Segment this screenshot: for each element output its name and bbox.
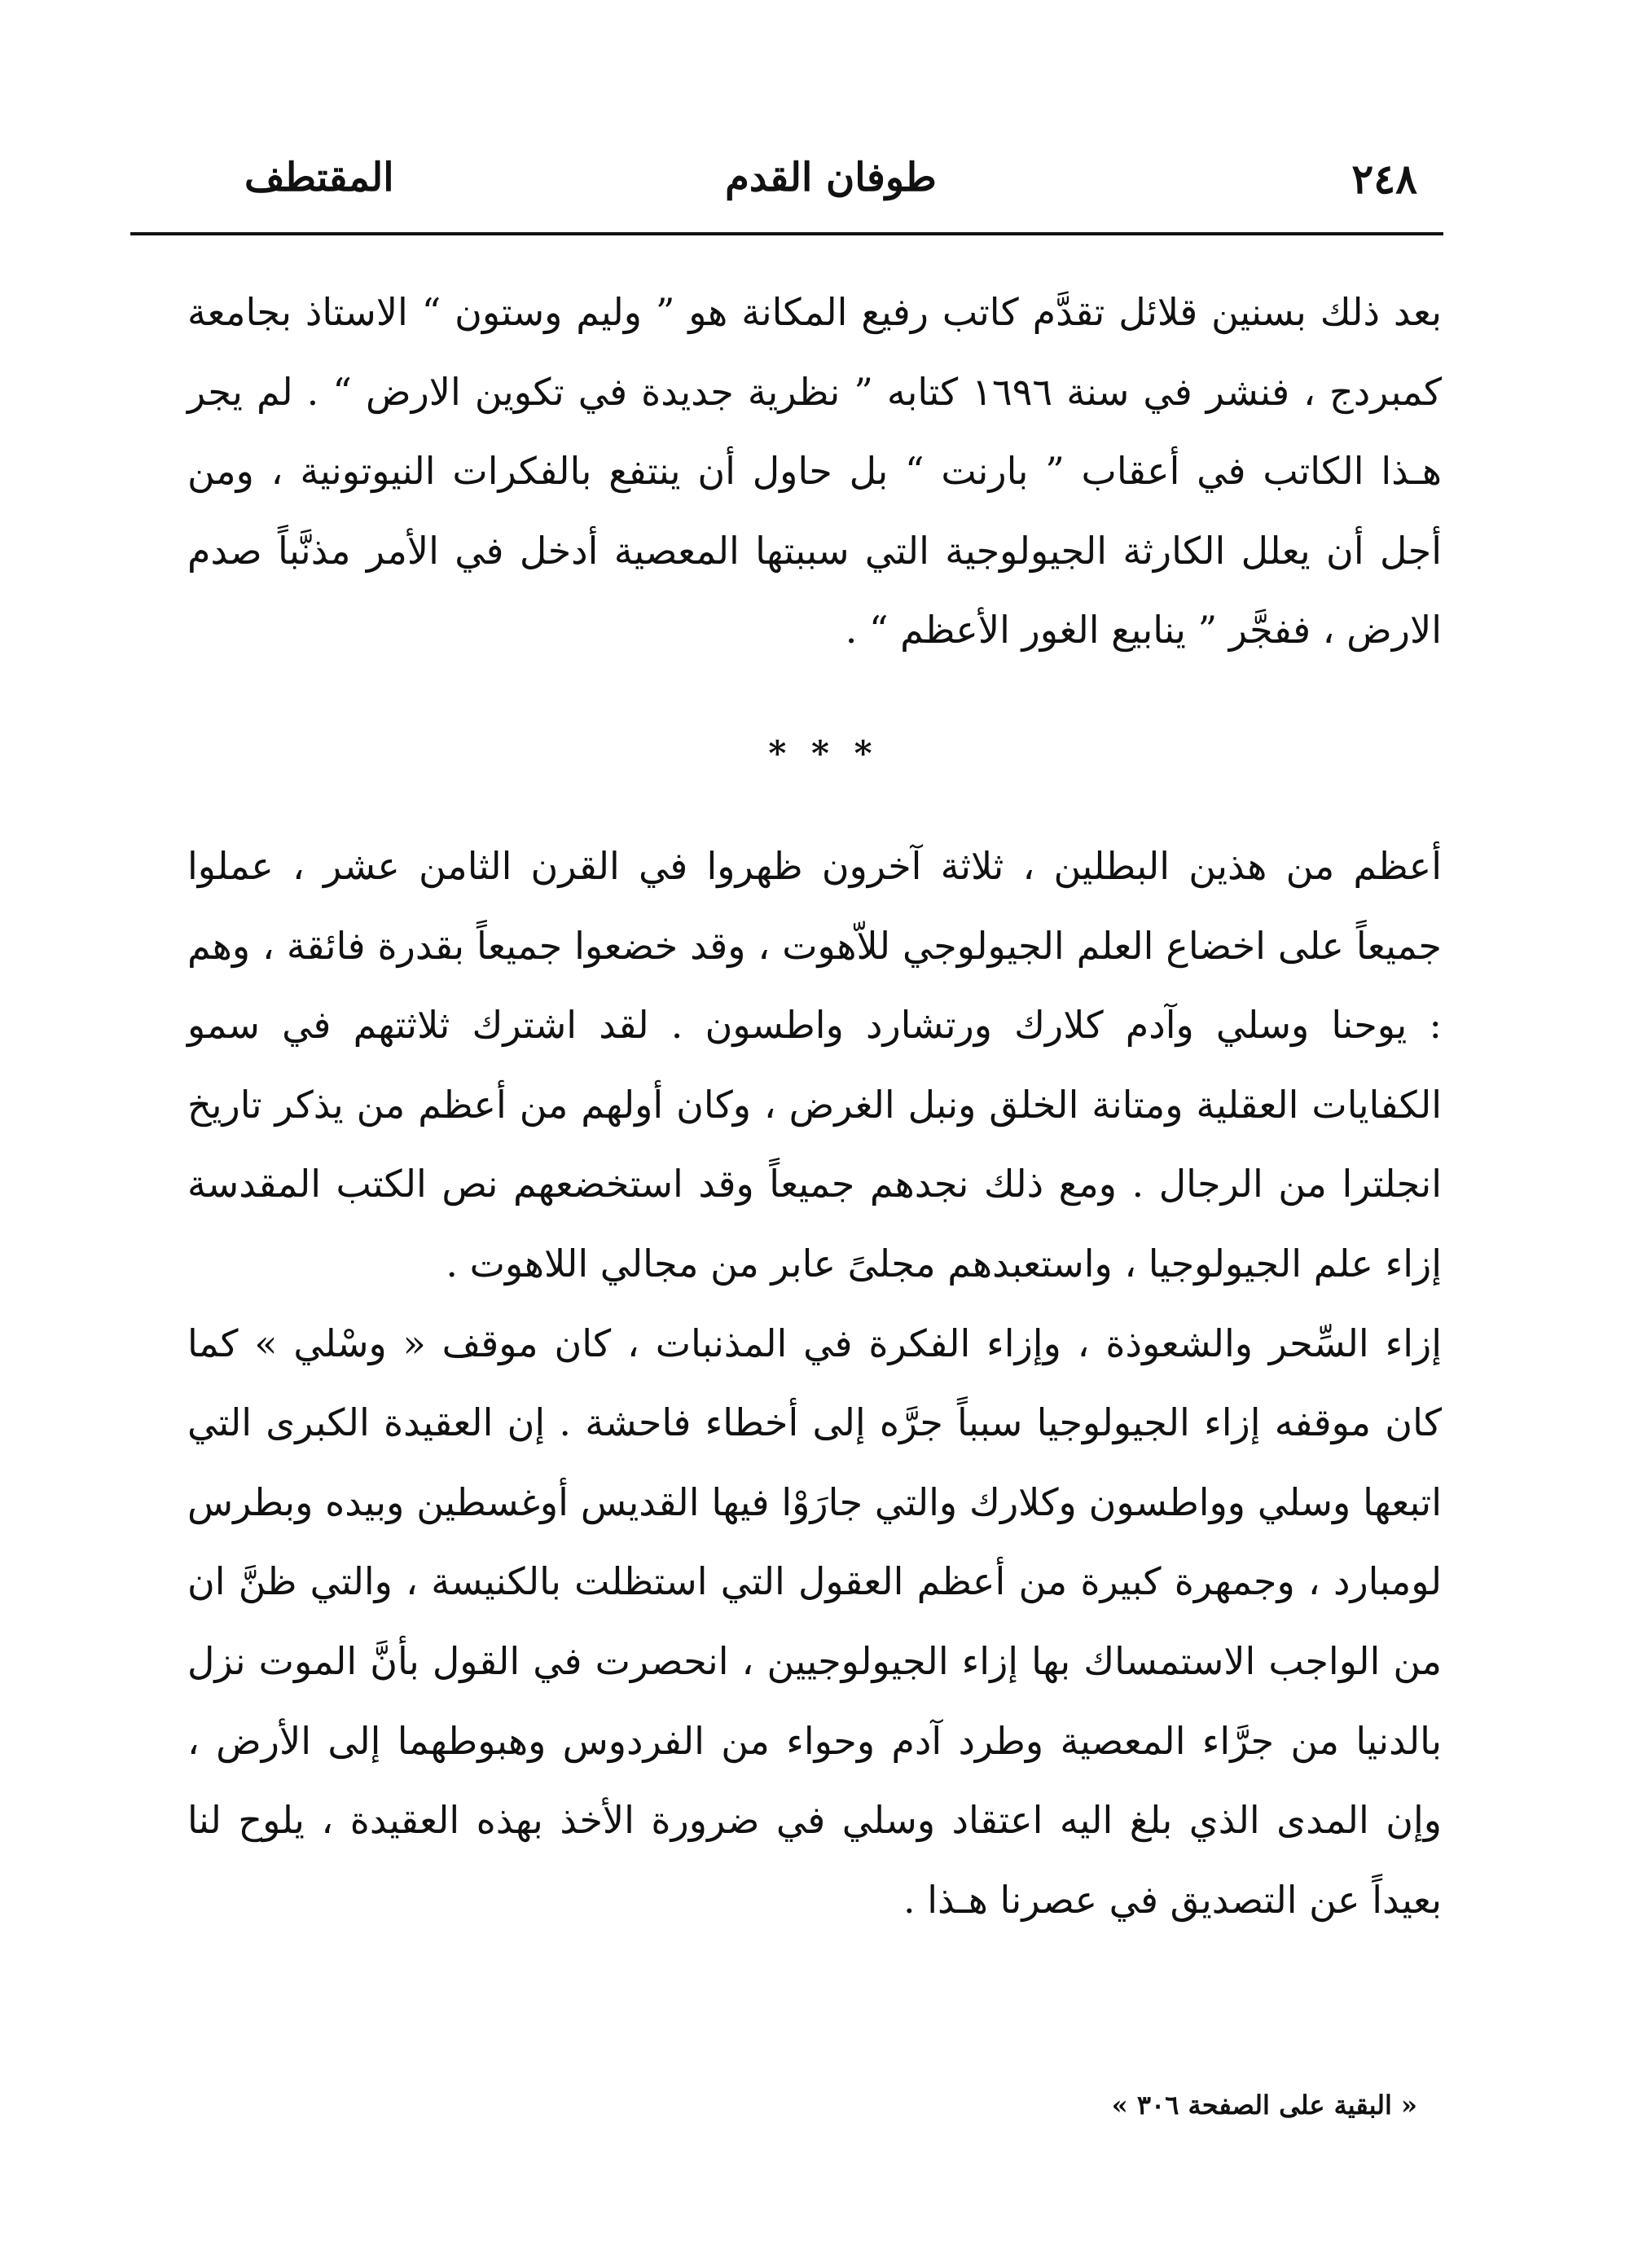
paragraph: أعظم من هذين البطلين ، ثلاثة آخرون ظهروا في القرن الثامن عشر ، عملوا جميعاً على اخضاع العلم الجيولوجي للاّهوت ، وقد خضعوا جميعاً بقدرة فائقة ، وهم : يوحنا وسلي وآدم كلارك ورتشارد واطسون . لقد اشترك ثلاثتهم في سمو الكفايات العقلية ومتانة الخلق ونبل الغرض ، وكان أولهم من أعظم من يذكر تاريخ انجلترا من الرجال . ومع ذلك نجدهم جميعاً وقد استخضعهم نص الكتب المقدسة إزاء علم الجيولوجيا ، واستعبدهم مجلىً عابر من مجالي اللاهوت .	[187, 844, 1442, 1286]
paragraph: بعد ذلك بسنين قلائل تقدَّم كاتب رفيع المكانة هو ” وليم وستون “ الاستاذ بجامعة كمبردج ، فنشر في سنة ١٦٩٦ كتابه ” نظرية جديدة في تكوين الارض “ . لم يجر هـذا الكاتب في أعقاب ” بارنت “ بل حاول أن ينتفع بالفكرات النيوتونية ، ومن أجل أن يعلل الكارثة الجيولوجية التي سببتها المعصية أدخل في الأمر مذنَّباً صدم الارض ، ففجَّر ” ينابيع الغور الأعظم “ .	[187, 290, 1442, 653]
header-divider	[130, 232, 1443, 235]
journal-name: المقتطف	[244, 155, 394, 200]
section-2	[187, 827, 1442, 1940]
page-number: ٢٤٨	[1351, 155, 1417, 203]
article-title: طوفان القدم	[725, 155, 937, 200]
section-1	[187, 273, 1442, 670]
running-header	[244, 155, 1417, 220]
paragraph: إزاء السِّحر والشعوذة ، وإزاء الفكرة في المذنبات ، كان موقف « وسْلي » كما كان موقفه إزاء الجيولوجيا سبباً جرَّه إلى أخطاء فاحشة . إن العقيدة الكبرى التي اتبعها وسلي وواطسون وكلارك والتي جارَوْا فيها القديس أوغسطين وبيده وبطرس لومبارد ، وجمهرة كبيرة من أعظم العقول التي استظلت بالكنيسة ، والتي ظنَّ ان من الواجب الاستمساك بها إزاء الجيولوجيين ، انحصرت في القول بأنَّ الموت نزل بالدنيا من جرَّاء المعصية وطرد آدم وحواء من الفردوس وهبوطهما إلى الأرض ، وإن المدى الذي بلغ اليه اعتقاد وسلي في ضرورة الأخذ بهذه العقيدة ، يلوح لنا بعيداً عن التصديق في عصرنا هـذا .	[187, 1321, 1442, 1922]
section-separator: * * *	[768, 733, 879, 773]
continuation-note: « البقية على الصفحة ٣٠٦ »	[1111, 2090, 1417, 2121]
